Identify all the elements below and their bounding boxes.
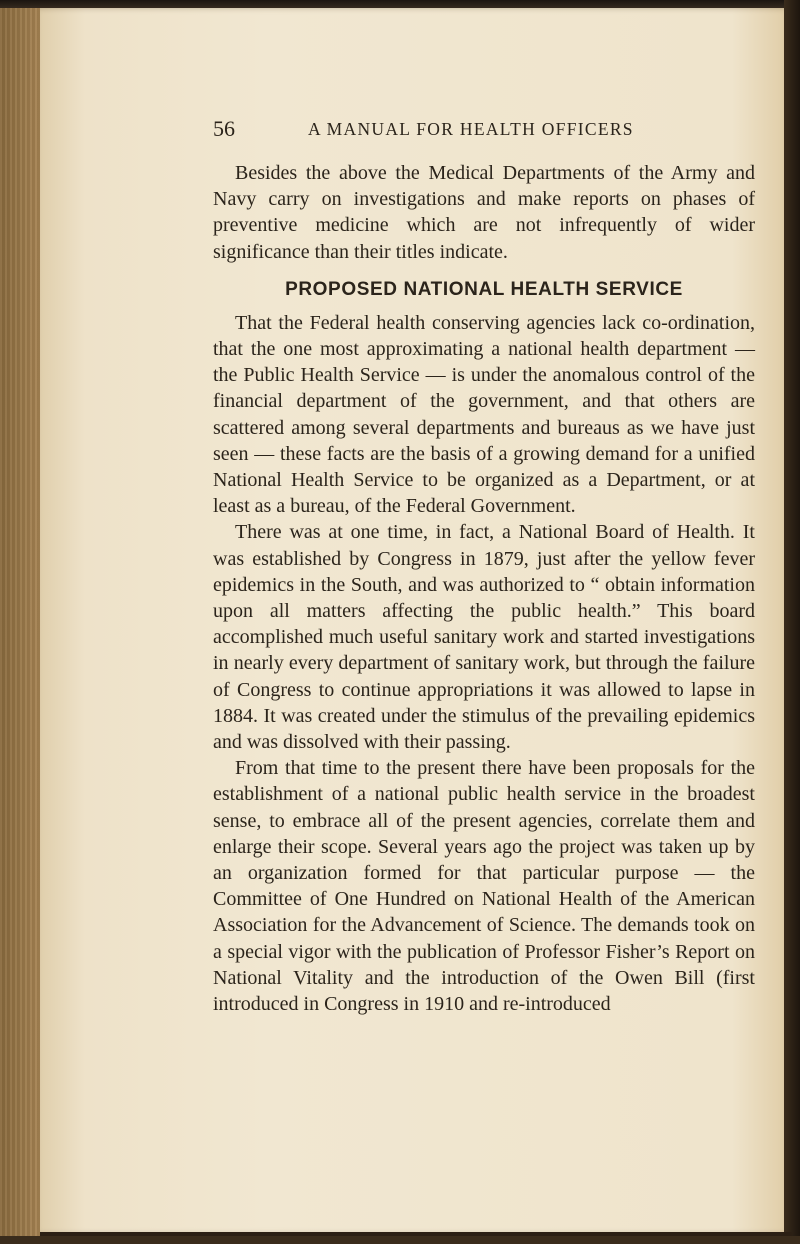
right-binding-edge [784,0,800,1244]
page-text [213,116,755,1017]
bottom-shadow [0,1236,800,1244]
paragraph-agencies: That the Federal health conserving agencies lack co-ordination, that the one most approximating a national health department — the Public Health Service — is under the anomalous control of the financial department of the government, and that others are scattered among several departments and bureaus as we have just seen — these facts are the basis of a growing demand for a unified National Health Service to be organized as a Department, or at least as a bureau, of the Federal Government. [213,311,755,518]
paragraph-proposals: From that time to the present there have been proposals for the establishment of a national public health service in the broadest sense, to embrace all of the present agencies, correlate them and enlarge their scope. Several years ago the project was taken up by an organization formed for that particular purpose — the Committee of One Hundred on National Health of the American Association for the Advancement of Science. The demands took on a special vigor with the publication of Professor Fisher’s Report on National Vitality and the introduction of the Owen Bill (first introduced in Congress in 1910 and re-introduced [213,757,755,1016]
section-heading: PROPOSED NATIONAL HEALTH SERVICE [285,278,683,300]
running-head [213,116,755,146]
page-number: 56 [213,116,235,141]
intro-paragraph: Besides the above the Medical Departments of the Army and Navy carry on investigations and make reports on phases of preventive medicine which are not infrequently of wider significance than their titles indicate. [213,162,755,263]
running-head-title: A MANUAL FOR HEALTH OFFICERS [308,119,634,139]
paragraph-national-board: There was at one time, in fact, a National Board of Health. It was established by Congress in 1879, just after the yellow fever epidemics in the South, and was authorized to “ obtain information upon all matters affecting the public health.” This board accomplished much useful sanitary work and started investigations in nearly every department of sanitary work, but through the failure of Congress to continue appropriations it was allowed to lapse in 1884. It was created under the stimulus of the prevailing epidemics and was dissolved with their passing. [213,521,755,754]
